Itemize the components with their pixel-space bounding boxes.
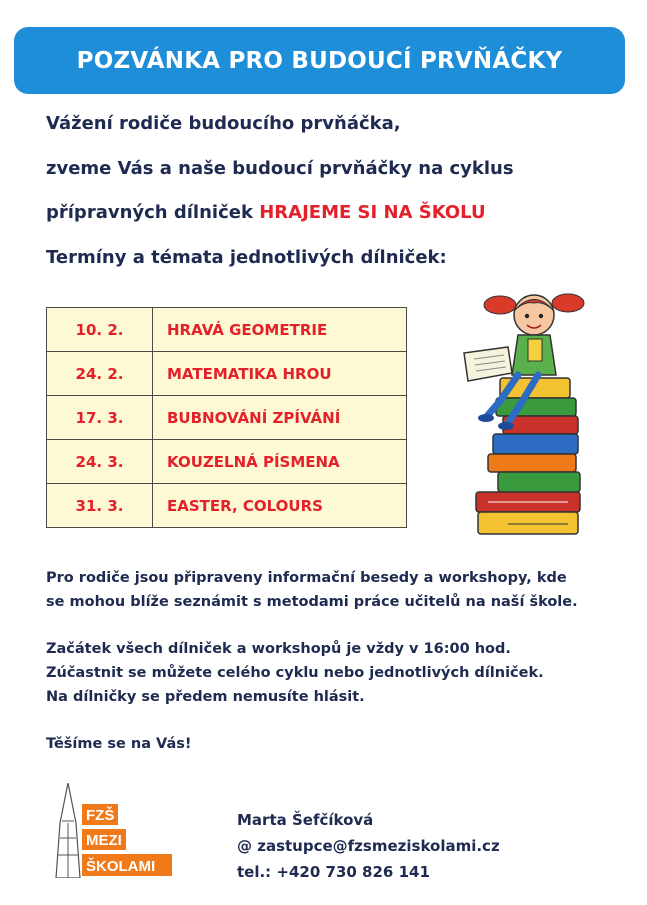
invitation-line: zveme Vás a naše budoucí prvňáčky na cyklus <box>46 158 514 179</box>
schedule-topic: BUBNOVÁNÍ ZPÍVÁNÍ <box>153 396 407 440</box>
page-title: POZVÁNKA PRO BUDOUCÍ PRVŇÁČKY <box>76 47 563 74</box>
table-row <box>47 352 407 396</box>
closing-line: Těšíme se na Vás! <box>46 736 192 752</box>
table-row <box>47 396 407 440</box>
info-line: Začátek všech dílniček a workshopů je vždy v 16:00 hod. <box>46 641 511 657</box>
logo-text-1: FZŠ <box>86 807 115 824</box>
logo-text-3: ŠKOLAMI <box>86 858 156 875</box>
schedule-table <box>46 307 407 528</box>
info-line: Pro rodiče jsou připraveny informační besedy a workshopy, kde <box>46 570 567 586</box>
table-row <box>47 308 407 352</box>
schedule-topic: HRAVÁ GEOMETRIE <box>153 308 407 352</box>
schedule-heading: Termíny a témata jednotlivých dílniček: <box>46 247 447 268</box>
schedule-topic: MATEMATIKA HROU <box>153 352 407 396</box>
schedule-topic: KOUZELNÁ PÍSMENA <box>153 440 407 484</box>
table-row <box>47 440 407 484</box>
info-line: Zúčastnit se můžete celého cyklu nebo jednotlivých dílniček. <box>46 665 544 681</box>
schedule-date: 24. 2. <box>47 352 153 396</box>
cycle-name: HRAJEME SI NA ŠKOLU <box>259 202 486 223</box>
contact-block <box>237 807 500 885</box>
info-line: se mohou blíže seznámit s metodami práce učitelů na naší škole. <box>46 594 578 610</box>
schedule-date: 24. 3. <box>47 440 153 484</box>
schedule-date: 31. 3. <box>47 484 153 528</box>
schedule-topic: EASTER, COLOURS <box>153 484 407 528</box>
book-stack-icon <box>476 378 580 534</box>
school-logo <box>46 783 176 878</box>
table-row <box>47 484 407 528</box>
schedule-info-paragraph <box>46 637 544 709</box>
schedule-date: 10. 2. <box>47 308 153 352</box>
girl-on-books-illustration <box>448 283 586 538</box>
logo-text-2: MEZI <box>86 832 122 849</box>
header-banner <box>14 27 625 94</box>
contact-email[interactable]: @ zastupce@fzsmeziskolami.cz <box>237 837 500 855</box>
info-line: Na dílničky se předem nemusíte hlásit. <box>46 689 365 705</box>
greeting: Vážení rodiče budoucího prvňáčka, <box>46 113 401 134</box>
info-paragraph <box>46 566 578 614</box>
cycle-prefix: přípravných dílniček <box>46 202 253 223</box>
contact-phone[interactable]: tel.: +420 730 826 141 <box>237 863 430 881</box>
spire-icon <box>56 783 80 878</box>
contact-name: Marta Šefčíková <box>237 811 374 829</box>
schedule-date: 17. 3. <box>47 396 153 440</box>
cycle-line <box>46 202 486 223</box>
